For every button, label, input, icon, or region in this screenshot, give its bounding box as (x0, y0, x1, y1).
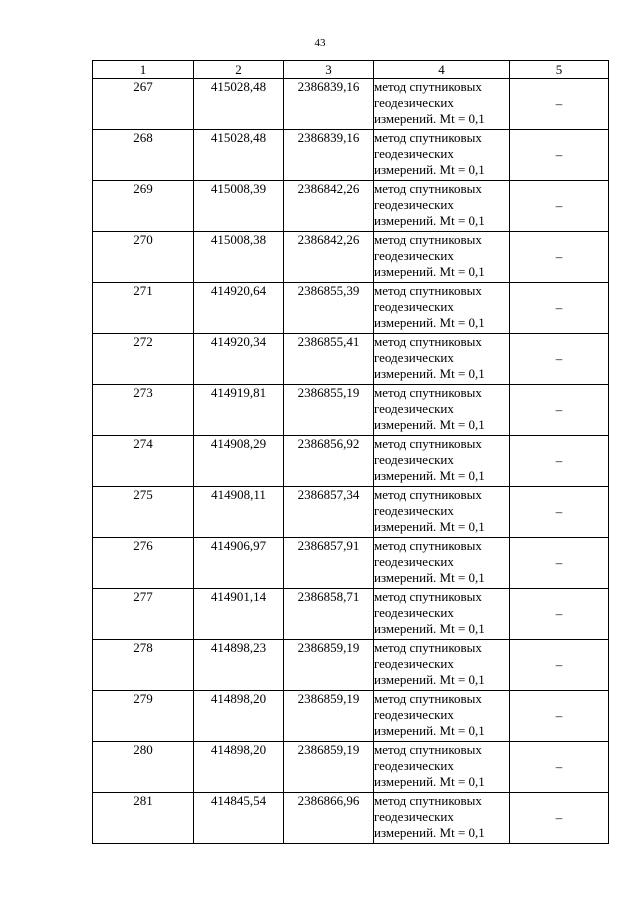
method-line: метод спутниковых (374, 640, 482, 655)
y-coordinate-cell: 2386859,19 (284, 691, 374, 742)
point-number-cell: 271 (93, 283, 194, 334)
method-line: измерений. Mt = 0,1 (374, 162, 485, 177)
method-cell (374, 487, 510, 538)
point-number-cell: 268 (93, 130, 194, 181)
y-coordinate-cell: 2386859,19 (284, 742, 374, 793)
method-line: метод спутниковых (374, 589, 482, 604)
table-row (93, 283, 609, 334)
method-cell (374, 232, 510, 283)
x-coordinate-cell: 414908,29 (194, 436, 284, 487)
method-line: измерений. Mt = 0,1 (374, 111, 485, 126)
x-coordinate-cell: 414898,23 (194, 640, 284, 691)
method-line: метод спутниковых (374, 793, 482, 808)
page-number: 43 (314, 37, 326, 49)
table-row (93, 232, 609, 283)
method-line: геодезических (374, 758, 454, 773)
method-line: геодезических (374, 401, 454, 416)
table-row (93, 436, 609, 487)
method-line: метод спутниковых (374, 232, 482, 247)
method-line: измерений. Mt = 0,1 (374, 570, 485, 585)
point-number-cell: 275 (93, 487, 194, 538)
method-cell (374, 742, 510, 793)
x-coordinate-cell: 414898,20 (194, 691, 284, 742)
method-line: метод спутниковых (374, 79, 482, 94)
col5-dash-cell: – (510, 589, 609, 640)
x-coordinate-cell: 414920,64 (194, 283, 284, 334)
method-line: измерений. Mt = 0,1 (374, 672, 485, 687)
col5-dash-cell: – (510, 232, 609, 283)
method-line: геодезических (374, 809, 454, 824)
col5-dash-cell: – (510, 538, 609, 589)
method-cell (374, 334, 510, 385)
point-number-cell: 281 (93, 793, 194, 844)
x-coordinate-cell: 414845,54 (194, 793, 284, 844)
x-coordinate-cell: 414920,34 (194, 334, 284, 385)
method-line: измерений. Mt = 0,1 (374, 621, 485, 636)
method-cell (374, 691, 510, 742)
method-line: метод спутниковых (374, 334, 482, 349)
table-row (93, 538, 609, 589)
method-line: метод спутниковых (374, 436, 482, 451)
table-row (93, 79, 609, 130)
method-cell (374, 79, 510, 130)
method-cell (374, 640, 510, 691)
method-cell (374, 283, 510, 334)
y-coordinate-cell: 2386855,39 (284, 283, 374, 334)
y-coordinate-cell: 2386855,41 (284, 334, 374, 385)
method-line: измерений. Mt = 0,1 (374, 723, 485, 738)
y-coordinate-cell: 2386839,16 (284, 79, 374, 130)
point-number-cell: 277 (93, 589, 194, 640)
method-line: измерений. Mt = 0,1 (374, 213, 485, 228)
point-number-cell: 273 (93, 385, 194, 436)
method-line: геодезических (374, 503, 454, 518)
method-line: геодезических (374, 452, 454, 467)
method-line: геодезических (374, 299, 454, 314)
x-coordinate-cell: 415028,48 (194, 79, 284, 130)
x-coordinate-cell: 415028,48 (194, 130, 284, 181)
table-row (93, 487, 609, 538)
method-cell (374, 130, 510, 181)
table-row (93, 793, 609, 844)
y-coordinate-cell: 2386842,26 (284, 181, 374, 232)
x-coordinate-cell: 415008,39 (194, 181, 284, 232)
method-line: измерений. Mt = 0,1 (374, 825, 485, 840)
table-header (93, 61, 609, 79)
method-line: измерений. Mt = 0,1 (374, 264, 485, 279)
col5-dash-cell: – (510, 793, 609, 844)
method-line: геодезических (374, 554, 454, 569)
method-cell (374, 538, 510, 589)
table-row (93, 589, 609, 640)
col5-dash-cell: – (510, 742, 609, 793)
method-line: геодезических (374, 656, 454, 671)
table-body (93, 79, 609, 844)
table-row (93, 181, 609, 232)
col5-dash-cell: – (510, 691, 609, 742)
point-number-cell: 278 (93, 640, 194, 691)
table-row (93, 640, 609, 691)
method-line: геодезических (374, 248, 454, 263)
y-coordinate-cell: 2386855,19 (284, 385, 374, 436)
method-line: метод спутниковых (374, 385, 482, 400)
method-cell (374, 793, 510, 844)
method-line: геодезических (374, 95, 454, 110)
method-line: измерений. Mt = 0,1 (374, 366, 485, 381)
method-line: геодезических (374, 197, 454, 212)
method-cell (374, 385, 510, 436)
method-line: метод спутниковых (374, 538, 482, 553)
y-coordinate-cell: 2386842,26 (284, 232, 374, 283)
x-coordinate-cell: 414919,81 (194, 385, 284, 436)
y-coordinate-cell: 2386858,71 (284, 589, 374, 640)
x-coordinate-cell: 414906,97 (194, 538, 284, 589)
point-number-cell: 267 (93, 79, 194, 130)
method-line: геодезических (374, 605, 454, 620)
header-col-3: 3 (284, 61, 374, 79)
method-line: метод спутниковых (374, 742, 482, 757)
method-cell (374, 181, 510, 232)
table-row (93, 385, 609, 436)
method-line: геодезических (374, 707, 454, 722)
col5-dash-cell: – (510, 487, 609, 538)
table-row (93, 130, 609, 181)
col5-dash-cell: – (510, 79, 609, 130)
method-line: геодезических (374, 350, 454, 365)
method-line: измерений. Mt = 0,1 (374, 774, 485, 789)
point-number-cell: 280 (93, 742, 194, 793)
method-line: измерений. Mt = 0,1 (374, 315, 485, 330)
col5-dash-cell: – (510, 130, 609, 181)
point-number-cell: 276 (93, 538, 194, 589)
method-line: метод спутниковых (374, 283, 482, 298)
col5-dash-cell: – (510, 436, 609, 487)
method-cell (374, 436, 510, 487)
method-line: измерений. Mt = 0,1 (374, 519, 485, 534)
x-coordinate-cell: 414898,20 (194, 742, 284, 793)
table-row (93, 742, 609, 793)
header-col-1: 1 (93, 61, 194, 79)
point-number-cell: 270 (93, 232, 194, 283)
method-line: метод спутниковых (374, 487, 482, 502)
x-coordinate-cell: 414901,14 (194, 589, 284, 640)
method-line: измерений. Mt = 0,1 (374, 417, 485, 432)
method-line: метод спутниковых (374, 181, 482, 196)
header-col-5: 5 (510, 61, 609, 79)
header-col-4: 4 (374, 61, 510, 79)
y-coordinate-cell: 2386859,19 (284, 640, 374, 691)
col5-dash-cell: – (510, 385, 609, 436)
method-line: метод спутниковых (374, 691, 482, 706)
method-cell (374, 589, 510, 640)
col5-dash-cell: – (510, 283, 609, 334)
y-coordinate-cell: 2386839,16 (284, 130, 374, 181)
col5-dash-cell: – (510, 334, 609, 385)
point-number-cell: 274 (93, 436, 194, 487)
table-row (93, 334, 609, 385)
method-line: измерений. Mt = 0,1 (374, 468, 485, 483)
point-number-cell: 272 (93, 334, 194, 385)
method-line: геодезических (374, 146, 454, 161)
header-col-2: 2 (194, 61, 284, 79)
x-coordinate-cell: 414908,11 (194, 487, 284, 538)
table-row (93, 691, 609, 742)
point-number-cell: 279 (93, 691, 194, 742)
col5-dash-cell: – (510, 181, 609, 232)
y-coordinate-cell: 2386866,96 (284, 793, 374, 844)
y-coordinate-cell: 2386856,92 (284, 436, 374, 487)
x-coordinate-cell: 415008,38 (194, 232, 284, 283)
col5-dash-cell: – (510, 640, 609, 691)
y-coordinate-cell: 2386857,34 (284, 487, 374, 538)
point-number-cell: 269 (93, 181, 194, 232)
header-row (93, 61, 609, 79)
method-line: метод спутниковых (374, 130, 482, 145)
y-coordinate-cell: 2386857,91 (284, 538, 374, 589)
coordinates-table (92, 60, 609, 844)
